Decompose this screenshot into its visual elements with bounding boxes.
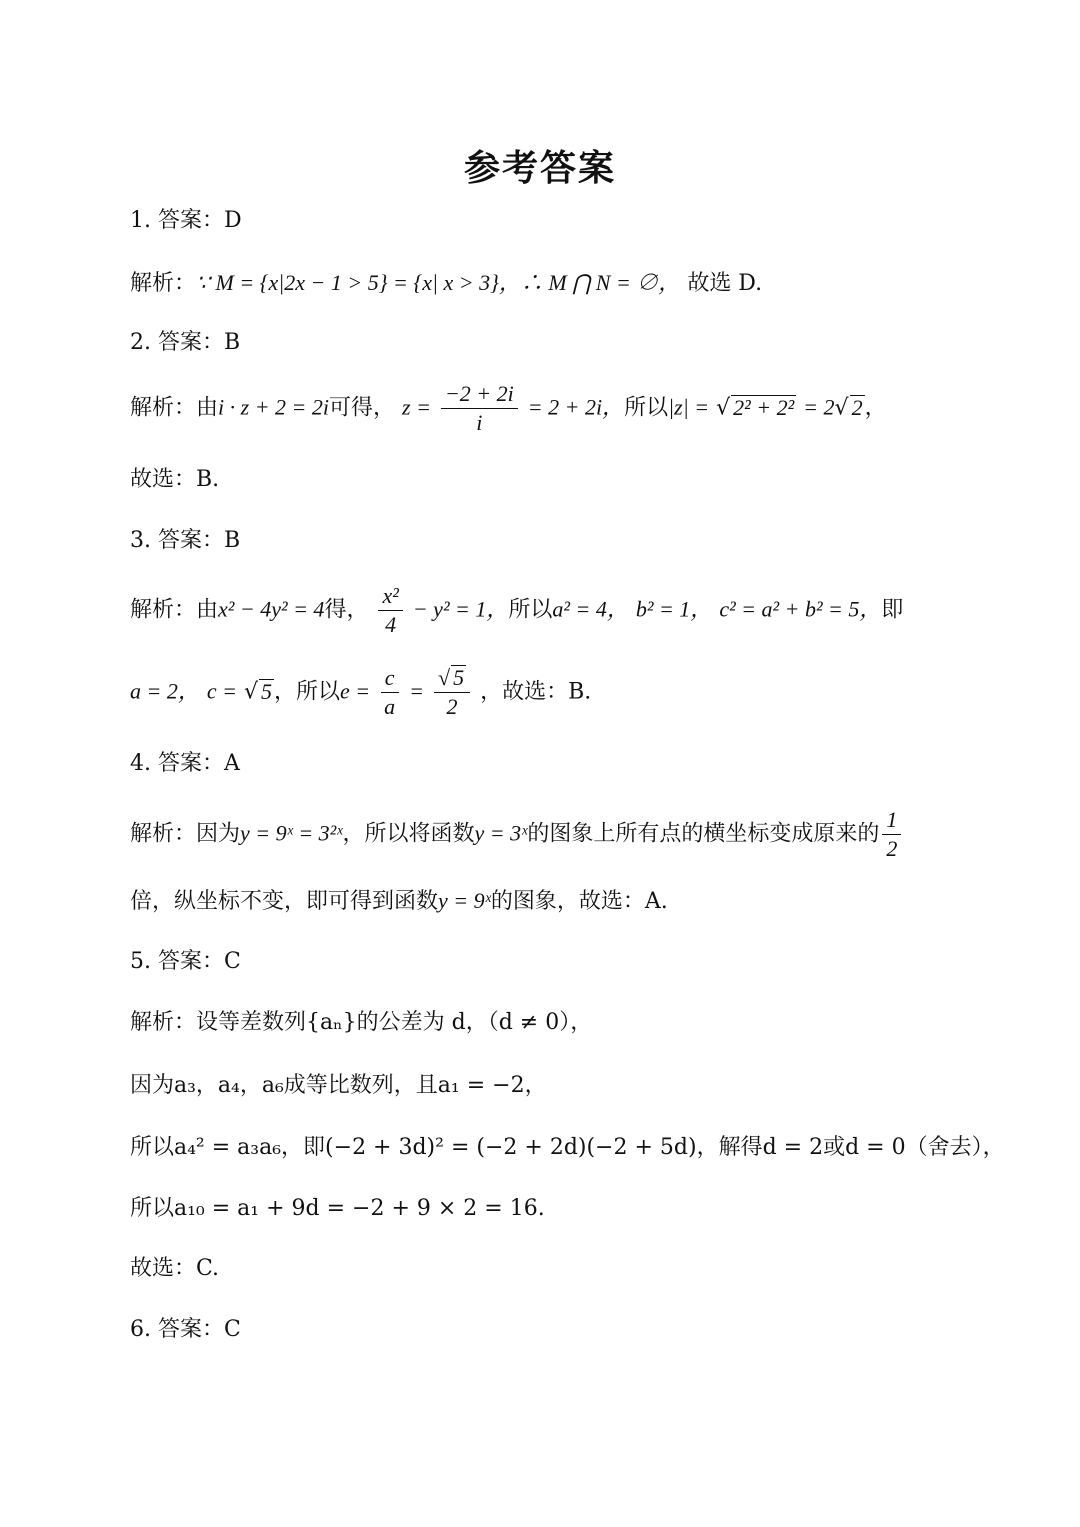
q4-line1 <box>130 806 950 863</box>
q3-f2-den: 2 <box>446 694 458 719</box>
q2-comma: ， <box>864 395 887 421</box>
q3-frac-root5 <box>434 664 470 721</box>
q4-half-num: 1 <box>882 806 901 835</box>
q6-answer: 6. 答案：C <box>130 1317 241 1342</box>
q3-a2: a² = 4， <box>552 596 629 622</box>
q2-eq1: i · z + 2 = 2i <box>218 394 329 420</box>
q5-line1: 解析：设等差数列{aₙ}的公差为 d，（d ≠ 0）， <box>130 1010 593 1035</box>
q3-f1-den: a <box>384 694 396 719</box>
q3-f2-num: 5 <box>453 665 465 690</box>
q3-frac-num: x² <box>378 582 402 611</box>
q1-explanation <box>130 268 950 299</box>
q3-frac-den: 4 <box>385 612 397 637</box>
q4-half-den: 2 <box>886 836 898 861</box>
q2-after-frac: = 2 + 2i， <box>527 394 625 420</box>
q3-so: 所以 <box>508 597 553 623</box>
q5-line4: 所以a₁₀ = a₁ + 9d = −2 + 9 × 2 = 16. <box>130 1196 545 1221</box>
q3-conclusion: ，故选：B. <box>480 679 592 705</box>
q1-expl-suffix: 故选 D. <box>687 271 763 296</box>
q3-b2: b² = 1， <box>635 596 713 622</box>
q3-ji: 即 <box>881 597 904 623</box>
q3-sqrt5: 5 <box>261 678 273 704</box>
q4-eq2: y = 3ˣ <box>474 820 528 846</box>
q3-prefix: 解析：由 <box>130 597 219 623</box>
q2-equals: = 2 <box>803 394 835 420</box>
q4-line2-end: 的图象，故选：A. <box>490 889 668 914</box>
q5-line2: 因为a₃，a₄，a₆成等比数列，且a₁ = −2， <box>130 1073 547 1098</box>
q3-frac1 <box>378 582 402 639</box>
q1-expl-math: ∵ M = {x|2x − 1 > 5} = {x| x > 3}，∴ M ⋂ N = ∅， <box>196 270 681 295</box>
q2-explanation: 解析：由i · z + 2 = 2i可得， z = $\frac{-2 + 2i}{i}$ = 2 + 2i，所以|z| = √ 2² + 2² = 2√ 2， <box>130 381 887 435</box>
q2-frac-den: i <box>476 410 483 435</box>
q2-mid1: 可得， <box>329 395 396 421</box>
q1-expl-prefix: 解析： <box>130 271 197 296</box>
q3-eq: = <box>409 678 425 704</box>
q4-line2-prefix: 倍，纵坐标不变，即可得到函数 <box>130 889 439 914</box>
q3-a: a = 2， <box>130 678 200 704</box>
q3-line2-so: ，所以 <box>274 679 341 705</box>
q2-z-eq: z = <box>402 394 431 420</box>
q2-fraction <box>441 380 518 437</box>
q3-e-eq: e = <box>340 678 371 704</box>
q2-prefix: 解析：由 <box>130 395 219 421</box>
q3-f1-num: c <box>381 664 399 693</box>
q3-de: 得， <box>324 597 369 623</box>
q4-answer: 4. 答案：A <box>130 751 240 776</box>
q3-c: c = <box>206 678 237 704</box>
q3-line2: a = 2， c = √ 5，所以e = $\frac{c}{a}$ = $\frac{√ 5}{2}$ ，故选：B. <box>130 665 592 719</box>
q2-abs-z: |z| = <box>668 394 710 420</box>
q4-half <box>882 806 901 863</box>
q3-eq1: x² − 4y² = 4 <box>218 596 325 622</box>
q2-sqrt2: 2 <box>851 394 863 420</box>
q4-eq1: y = 9ˣ = 3²ˣ <box>240 820 343 846</box>
q3-answer: 3. 答案：B <box>130 528 241 553</box>
q3-f2-num-wrap: √ 5 <box>434 664 470 693</box>
q5-line3: 所以a₄² = a₃a₆，即(−2 + 3d)² = (−2 + 2d)(−2 + 5d)，解得d = 2或d = 0（舍去）， <box>130 1135 1005 1160</box>
q2-so: 所以 <box>624 395 669 421</box>
q4-line2 <box>130 886 950 917</box>
q3-frac-ca <box>380 664 399 721</box>
q1-answer: 1. 答案：D <box>130 208 242 233</box>
q5-line5: 故选：C. <box>130 1256 220 1281</box>
q2-sqrt: 2² + 2² <box>733 394 795 420</box>
q3-line1 <box>130 582 950 639</box>
q4-prefix: 解析：因为 <box>130 821 241 847</box>
q2-answer: 2. 答案：B <box>130 330 241 355</box>
q2-conclusion: 故选：B. <box>130 467 220 492</box>
q2-frac-num: −2 + 2i <box>441 380 518 409</box>
q4-end: 的图象上所有点的横坐标变成原来的 <box>527 821 880 847</box>
q5-answer: 5. 答案：C <box>130 949 241 974</box>
q4-mid: ，所以将函数 <box>342 821 475 847</box>
q3-after-frac: − y² = 1， <box>412 596 509 622</box>
page-title: 参考答案 <box>463 148 616 189</box>
q3-c2: c² = a² + b² = 5， <box>719 596 882 622</box>
q4-eq3: y = 9ˣ <box>438 888 491 913</box>
